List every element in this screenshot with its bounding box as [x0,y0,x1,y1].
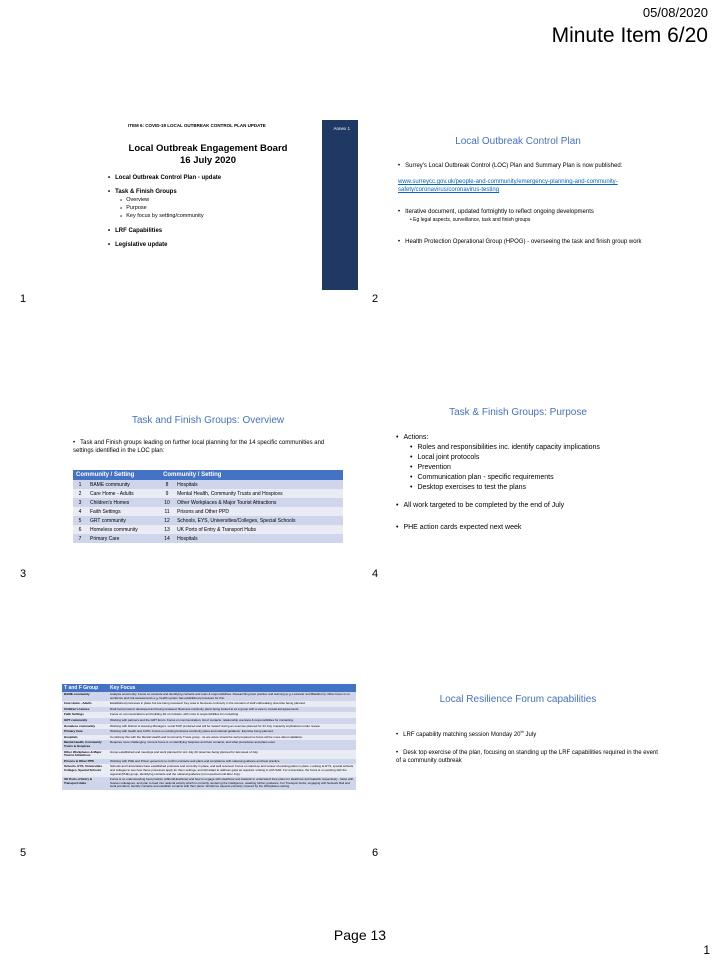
table-cell: Hospitals [174,534,343,543]
table-row [73,489,343,498]
table-cell: Analysis community. Focus on contexts and identifying contacts and roles & responsibilities. Researching best practice and learning (e.g. Leicester and Blackburn). Other focus is on workforce and risk assessments e.g. health system has established processes for this. [108,692,356,701]
table-cell: Care Home - Adults [62,701,108,707]
slide-3 [58,395,358,565]
table-cell: 12 [160,516,174,525]
slide-3-bullet: • Task and Finish groups leading on further local planning for the 14 specific communities and settings identified in the LOC plan: [73,439,343,455]
table-cell: 13 [160,525,174,534]
corner-number: 1 [703,943,710,957]
agenda-item: • Legislative update [108,242,221,248]
slide-6-bullet: • Desk top exercise of the plan, focusing on standing up the LRF capabilities required in the event of a community outbreak [396,749,661,765]
table-cell: Children's Homes [87,498,160,507]
action-item: • Communication plan - specific requirements [410,473,666,483]
table-row [73,516,343,525]
table-cell: Schools and Universities have established protocols and currently in place, and well received. Focus on stand-up and review of existing plans in place. Looking at EYS, special schools and colleges to see how these processes apply for them settings, and will adapt to address gaps as required. Linking in with SAR. For universities, the focus is on working with the regional (PHE) group, identifying contacts and the national guidance (not expected until after July). [108,764,356,777]
slide-2-title: Local Outbreak Control Plan [455,136,581,147]
table-cell: Homeless community [62,724,108,730]
slide-2-bullet: • Health Protection Operational Group (HPOG) - overseeing the task and finish group work [398,238,663,246]
table-cell: Hospitals [174,480,343,489]
table-cell: Combining this with the Mental Health and Community Trusts group - its are acute should be well prepared so focus will be more about validation. [108,735,356,741]
slide-number: 3 [20,568,27,580]
slide-4-bullet: • PHE action cards expected next week [396,523,666,533]
table-cell: Draft local protocol developed and being reviewed. Business continuity plans being looked at as a group with a view to mutual aid agreements. [108,707,356,713]
slide-1 [58,120,358,290]
agenda-item: • Local Outbreak Control Plan - update [108,175,221,181]
table-cell: Hospitals [62,735,108,741]
table-cell: Faith Settings [62,712,108,718]
testing-link[interactable]: www.surreycc.gov.uk/people-and-community/emergency-planning-and-community-safety/coronavirus/coronavirus-testing [398,179,618,193]
slide-number: 1 [20,293,27,305]
slide-number: 5 [20,847,27,859]
table-cell: GRT community [62,718,108,724]
task-finish-focus-table: T and F Group Key Focus BAME community Analysis community. Focus on contexts and identifying contacts and roles & responsibilities. Researching best practice and learning (e.g. Leicester and Blackburn). Other focus is on workforce and risk assessments e.g. health system has established processes for this. Care Home - Adults Established processes in place but are being reviewed. Key area is business continuity in the scenario of staff outbreaking. Exercise being planned. Children's Homes Draft local protocol developed and being reviewed. Business continuity plans being looked at as a group with a view to mutual aid agreements. Faith Settings Focus on communications and building list of contacts, with roles & responsibilities for contacting. GRT community Working with partners and the GRT forum. Focus on communication, list of contacts, relationship overview & responsibilities for contacting. Homeless community Working with District & Housing Managers. Local SOP produced and will be 'tested' during an exercise planned for 23 July. Capacity implications under review. Primary Care Working with health and CCPs. Focus on existing business continuity plans and national guidance. Exercise being planned. Hospitals Combining this with the Mental Health and Community Trusts group - its are acute should be well prepared so focus will be more about validation. Mental Health, Community Trusts & Hospices Requires more challenging. Current focus is on identifying hospices and their contacts, and what procedures and plans exist. Other Workplaces & Major Tourist Attractions Group established and meetings and work planned for w/c July 20. Exercise being planned for last week of July. Prisons & Other PPD Working with PHE and Prison governors to confirm contacts and plans and compliance with national guidance and best practice. Schools, EYS, Universities Colleges, Special Schools Schools and Universities have established protocols and currently in place, and well received. Focus on stand-up and review of existing plans in place. Looking at EYS, special schools and colleges to see how these processes apply for them settings, and will adapt to address gaps as required. Linking in with SAR. For universities, the focus is on working with the regional (PHE) group, identifying contacts and the national guidance (not expected until after July). UK Ports of Entry & Transport Hubs Focus is on understanding best practice (Abbott/Heathrow) and how to engage with Heathrow and Gatwick to understand their plans for Heathrow and Gatwick respectively - liaise with Sussex colleagues, and plan to feed into national activity which is currently rendering the intelligence, awaiting further guidance. For Transport Hubs, engaging with Network Rail and local providers, identify contacts and establish contacts with their plans. Workforce aspects primarily covered by the Workplaces setting. [62,684,356,790]
table-row [73,525,343,534]
slide-number: 4 [372,568,379,580]
table-row [62,692,356,701]
table-cell: 4 [73,507,87,516]
table-cell: Other Workplaces & Major Tourist Attractions [174,498,343,507]
table-cell: Established processes in place but are being reviewed. Key area is business continuity in the scenario of staff outbreaking. Exercise being planned. [108,701,356,707]
slide-2-bullet: • Iterative document, updated fortnightly to reflect ongoing developments [398,208,663,216]
table-cell: Requires more challenging. Current focus is on identifying hospices and their contacts, and what procedures and plans exist. [108,740,356,749]
table-cell: Children's Homes [62,707,108,713]
slide-number: 6 [372,847,379,859]
table-cell: Schools, EYS, Universities/Colleges, Special Schools [174,516,343,525]
table-cell: Focus on communications and building list of contacts, with roles & responsibilities for contacting. [108,712,356,718]
table-row [73,507,343,516]
table-cell: Prisons & Other PPD [62,759,108,765]
slide-2 [368,120,668,290]
slide-5 [58,670,358,840]
table-cell: Group established and meetings and work planned for w/c July 20. Exercise being planned for last week of July. [108,750,356,759]
table-cell: 2 [73,489,87,498]
table-cell: BAME community [62,692,108,701]
table-cell: 6 [73,525,87,534]
table-cell: Faith Settings [87,507,160,516]
slide-number: 2 [372,293,379,305]
table-cell: 5 [73,516,87,525]
slide-4-title: Task & Finish Groups: Purpose [449,407,587,418]
table-row [62,750,356,759]
slide-2-subbullet: • Eg legal aspects, surveillance, task and finish groups [410,217,531,223]
slide-1-agenda [108,175,221,256]
table-cell: 9 [160,489,174,498]
table-cell: Primary Care [87,534,160,543]
table-row [62,740,356,749]
table-cell: Focus is on understanding best practice (Abbott/Heathrow) and how to engage with Heathrow and Gatwick to understand their plans for Heathrow and Gatwick respectively - liaise with Sussex colleagues, and plan to feed into national activity which is currently rendering the intelligence, awaiting further guidance. For Transport Hubs, engaging with Network Rail and local providers, identify contacts and establish contacts with their plans. Workforce aspects primarily covered by the Workplaces setting. [108,777,356,790]
table-cell: Working with partners and the GRT forum. Focus on communication, list of contacts, relationship overview & responsibilities for contacting. [108,718,356,724]
agenda-item: • Task & Finish Groups o Overview o Purpose o Key focus by setting/community [108,189,221,220]
table-cell: Mental Health, Community Trusts & Hospices [62,740,108,749]
table-cell: 8 [160,480,174,489]
table-row [73,534,343,543]
table-cell: GRT community [87,516,160,525]
table-cell: Working with District & Housing Managers. Local SOP produced and will be 'tested' during an exercise planned for 23 July. Capacity implications under review. [108,724,356,730]
table-row [62,777,356,790]
slide-6-title: Local Resilience Forum capabilities [439,694,597,705]
table-cell: Working with PHE and Prison governors to confirm contacts and plans and compliance with national guidance and best practice. [108,759,356,765]
agenda-subitem: o Purpose [120,204,221,212]
table-row [73,498,343,507]
table-cell: Schools, EYS, Universities Colleges, Special Schools [62,764,108,777]
slide-4-bullet: • Actions: [396,433,666,443]
agenda-subitem: o Key focus by setting/community [120,212,221,220]
table-cell: 7 [73,534,87,543]
table-cell: 14 [160,534,174,543]
table-cell: Homeless community [87,525,160,534]
table-cell: 3 [73,498,87,507]
action-item: • Roles and responsibilities inc. identify capacity implications [410,443,666,453]
action-item: • Local joint protocols [410,453,666,463]
table-cell: Prisons and Other PPD [174,507,343,516]
table-cell: BAME community [87,480,160,489]
slide-1-annex: Annex 1 [333,126,350,131]
community-setting-table: Community / Setting Community / Setting 1 BAME community 8 Hospitals 2 Care Home - Adults 9 Mental Health, Community Trusts and Hospices 3 Children's Homes 10 Other Workplaces & Major Tourist Attractions 4 Faith Settings 11 Prisons and Other PPD 5 GRT community 12 Schools, EYS, Universities/Colleges, Special Schools 6 Homeless community 13 UK Ports of Entry & Transport Hubs 7 Primary Care 14 Hospitals [73,470,343,543]
table-row [62,764,356,777]
table-cell: Primary Care [62,729,108,735]
slide-2-bullet: • Surrey's Local Outbreak Control (LOC) Plan and Summary Plan is now published: [398,162,663,170]
page-number: Page 13 [333,927,387,943]
slide-6-bullet: • LRF capability matching session Monday 20th July [396,728,661,739]
agenda-item: • LRF Capabilities [108,228,221,234]
table-cell: Care Home - Adults [87,489,160,498]
table-cell: 1 [73,480,87,489]
agenda-subitem: o Overview [120,196,221,204]
table-cell: Other Workplaces & Major Tourist Attractions [62,750,108,759]
slide-3-title: Task and Finish Groups: Overview [131,415,285,426]
slide-1-item-label: ITEM 6: COVID-19 LOCAL OUTBREAK CONTROL PLAN UPDATE [128,123,266,128]
header-date: 05/08/2020 [642,5,708,20]
table-cell: 11 [160,507,174,516]
table-cell: Mental Health, Community Trusts and Hospices [174,489,343,498]
action-item: • Desktop exercises to test the plans [410,483,666,493]
slide-1-title: Local Outbreak Engagement Board 16 July 2020 [128,143,288,166]
slide-4-bullet: • All work targeted to be completed by the end of July [396,501,666,511]
slide-1-side-bar [322,120,358,290]
table-cell: 10 [160,498,174,507]
table-row [73,480,343,489]
slide-6 [368,670,668,840]
table-cell: Working with health and CCPs. Focus on existing business continuity plans and national guidance. Exercise being planned. [108,729,356,735]
table-cell: UK Ports of Entry & Transport Hubs [62,777,108,790]
action-item: • Prevention [410,463,666,473]
slide-4 [368,395,668,565]
minute-item-title: Minute Item 6/20 [551,24,708,47]
table-cell: UK Ports of Entry & Transport Hubs [174,525,343,534]
